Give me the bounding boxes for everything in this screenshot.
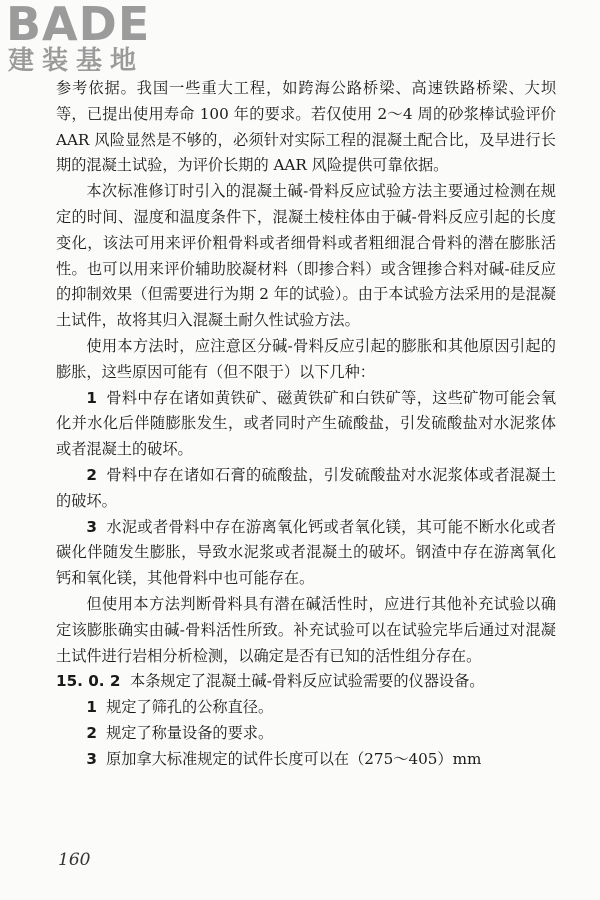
sub-item-text: 原加拿大标准规定的试件长度可以在（275～405）mm bbox=[106, 749, 482, 768]
page-number: 160 bbox=[58, 850, 91, 870]
paragraph-continuation: 参考依据。我国一些重大工程，如跨海公路桥梁、高速铁路桥梁、大坝等，已提出使用寿命 100 年的要求。若仅使用 2～4 周的砂浆棒试验评价 AAR 风险显然是不够的，必须针对实际工程的混凝土配合比，及早进行长期的混凝土试验，为评价长期的 AAR 风险提供可靠依据。 bbox=[56, 79, 556, 175]
sub-item-2 bbox=[56, 721, 556, 747]
sub-item-number: 2 bbox=[86, 723, 97, 742]
sub-item-text: 规定了称量设备的要求。 bbox=[106, 723, 274, 742]
logo-subtitle: 建装基地 bbox=[8, 46, 145, 76]
list-item-text: 骨料中存在诸如黄铁矿、磁黄铁矿和白铁矿等，这些矿物可能会氧化并水化后伴随膨胀发生，或者同时产生硫酸盐，引发硫酸盐对水泥浆体或者混凝土的破坏。 bbox=[56, 388, 556, 459]
list-item-number: 2 bbox=[86, 465, 97, 484]
watermark-logo bbox=[6, 2, 186, 80]
sub-item-number: 1 bbox=[86, 698, 97, 717]
sub-item-1 bbox=[56, 695, 556, 721]
section-text: 本条规定了混凝土碱-骨料反应试验需要的仪器设备。 bbox=[130, 672, 485, 691]
list-item-1 bbox=[56, 386, 556, 463]
section-number: 15. 0. 2 bbox=[56, 672, 121, 691]
list-item-number: 3 bbox=[86, 517, 97, 536]
paragraph-usage-note: 使用本方法时，应注意区分碱-骨料反应引起的膨胀和其他原因引起的膨胀，这些原因可能有（但不限于）以下几种： bbox=[56, 336, 556, 381]
sub-item-3 bbox=[56, 747, 556, 773]
list-item-text: 骨料中存在诸如石膏的硫酸盐，引发硫酸盐对水泥浆体或者混凝土的破坏。 bbox=[56, 465, 556, 510]
body-text bbox=[56, 76, 556, 773]
list-item-number: 1 bbox=[86, 388, 97, 407]
list-item-2 bbox=[56, 463, 556, 515]
paragraph-supplementary-test: 但使用本方法判断骨料具有潜在碱活性时，应进行其他补充试验以确定该膨胀确实由碱-骨料活性所致。补充试验可以在试验完毕后通过对混凝土试件进行岩相分析检测，以确定是否有已知的活性组分存在。 bbox=[56, 594, 556, 665]
section-heading bbox=[56, 669, 556, 695]
list-item-text: 水泥或者骨料中存在游离氧化钙或者氧化镁，其可能不断水化或者碳化伴随发生膨胀，导致水泥浆或者混凝土的破坏。钢渣中存在游离氧化钙和氧化镁，其他骨料中也可能存在。 bbox=[56, 517, 556, 588]
paragraph-method-intro: 本次标准修订时引入的混凝土碱-骨料反应试验方法主要通过检测在规定的时间、湿度和温度条件下，混凝土棱柱体由于碱-骨料反应引起的长度变化，该法可用来评价粗骨料或者细骨料或者粗细混合骨料的潜在膨胀活性。也可以用来评价辅助胶凝材料（即掺合料）或含锂掺合料对碱-硅反应的抑制效果（但需要进行为期 2 年的试验）。由于本试验方法采用的是混凝土试件，故将其归入混凝土耐久性试验方法。 bbox=[56, 182, 556, 330]
sub-item-number: 3 bbox=[86, 749, 97, 768]
list-item-3 bbox=[56, 515, 556, 592]
logo-brand: BADE bbox=[6, 0, 151, 51]
sub-item-text: 规定了筛孔的公称直径。 bbox=[106, 698, 274, 717]
